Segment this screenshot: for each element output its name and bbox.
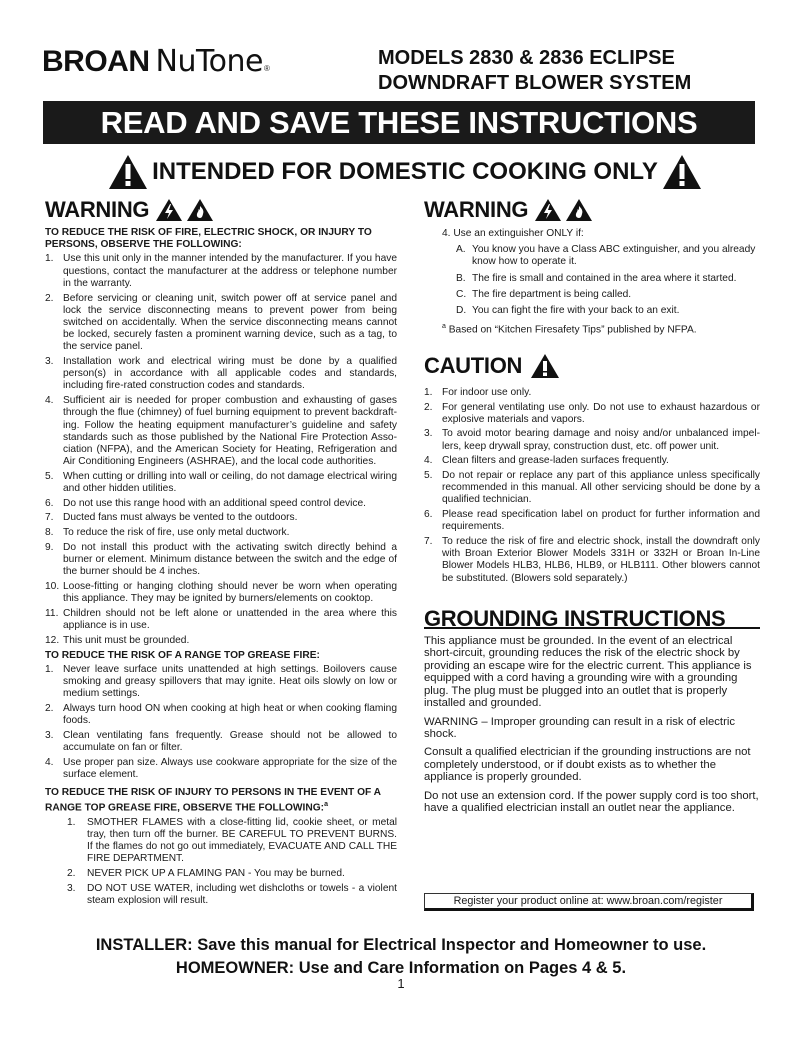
warning-item-number: 1.: [45, 253, 54, 265]
read-save-banner: READ AND SAVE THESE INSTRUCTIONS: [43, 101, 755, 144]
warning-item-number: 10.: [45, 580, 60, 592]
extinguisher-options: [442, 244, 760, 317]
warning-list: [45, 253, 397, 647]
installer-notice: INSTALLER: Save this manual for Electrical Inspector and Homeowner to use.: [95, 936, 707, 954]
warning-item-text: This unit must be grounded.: [63, 634, 190, 646]
caution-item: [424, 470, 760, 507]
warning-item: [45, 253, 397, 290]
grease-fire-item-number: 2.: [45, 702, 54, 714]
warning-item: [45, 608, 397, 632]
warning-heading-right: [424, 198, 760, 222]
grounding-section: [424, 605, 760, 814]
caution-item-text: To avoid motor bearing damage and noisy and/or unbalanced impel-lers, keep drywall spray, construction dust, etc. off power unit.: [442, 428, 760, 452]
domestic-use-text: INTENDED FOR DOMESTIC COOKING ONLY: [152, 158, 658, 185]
warning-item: [45, 542, 397, 579]
grease-fire-heading: TO REDUCE THE RISK OF A RANGE TOP GREASE FIRE:: [45, 649, 320, 661]
extinguisher-option-text: The fire is small and contained in the area where it started.: [472, 272, 737, 284]
injury-heading-text: TO REDUCE THE RISK OF INJURY TO PERSONS IN THE EVENT OF A RANGE TOP GREASE FIRE, OBSERVE THE FOLLOWING:: [45, 787, 381, 814]
caution-item-number: 1.: [424, 386, 433, 398]
injury-item: [59, 817, 397, 866]
caution-item-text: For indoor use only.: [442, 386, 532, 398]
injury-heading-footnote-mark: a: [324, 801, 328, 809]
electric-shock-icon: [155, 198, 183, 222]
grease-fire-item: [45, 730, 397, 754]
logo-nutone: NuTone: [155, 44, 264, 79]
extinguisher-option: [456, 289, 760, 301]
right-column: [424, 198, 760, 814]
grease-fire-item-number: 4.: [45, 756, 54, 768]
grease-fire-item-text: Use proper pan size. Always use cookware appropriate for the size of the surface element.: [63, 756, 397, 780]
logo-broan: BROAN: [42, 45, 150, 78]
caution-item-text: Do not repair or replace any part of this appliance unless specifically recommended in this manual. All other servicing should be done by a qualified technician.: [442, 470, 760, 506]
injury-heading: [45, 787, 397, 815]
extinguisher-option: [456, 273, 760, 285]
grease-fire-item: [45, 664, 397, 701]
grease-fire-item: [45, 757, 397, 781]
warning-item-number: 9.: [45, 541, 54, 553]
warning-item-number: 3.: [45, 356, 54, 368]
warning-item-text: To reduce the risk of fire, use only metal ductwork.: [63, 527, 290, 539]
injury-item-number: 2.: [67, 868, 76, 880]
fire-icon: [186, 198, 214, 222]
warning-heading-left: [45, 198, 397, 222]
caution-list: [424, 387, 760, 585]
warning-item-number: 8.: [45, 527, 54, 539]
warning-item: [45, 471, 397, 495]
warning-item: [45, 293, 397, 354]
caution-item-number: 2.: [424, 401, 433, 413]
extinguisher-option: [456, 305, 760, 317]
grounding-paragraph-3: Consult a qualified electrician if the grounding instructions are not completely understood, or if doubt exists as to whether the appliance is properly grounded.: [424, 746, 751, 784]
model-title: [378, 46, 778, 96]
caution-item-text: To reduce the risk of fire and electric shock, install the downdraft only with Broan Exterior Blower Models 331H or 332H or Broan In-Line Blower Models HLB3, HLB6, HLB9, or HLB111. Other blowers cannot be substituted. (Blowers sold separately.): [442, 536, 760, 584]
extinguisher-section: [424, 228, 760, 337]
caution-item-number: 6.: [424, 509, 433, 521]
caution-item: [424, 387, 760, 399]
caution-item-text: For general ventilating use only. Do not use to exhaust hazardous or explosive materials and vapors.: [442, 401, 760, 425]
nfpa-footnote-mark: a: [442, 323, 446, 331]
grease-fire-list: [45, 664, 397, 781]
nfpa-footnote: [442, 321, 760, 337]
model-title-line1: MODELS 2830 & 2836 ECLIPSE: [378, 47, 675, 69]
warning-item-number: 5.: [45, 470, 54, 482]
warning-item-text: Sufficient air is needed for proper combustion and exhausting of gases through the flue (chimney) of fuel burning equipment to prevent backdraft-ing. Follow the heating equipment manufacturer’s guideline and safety standards such as those published by the National Fire Protection Asso-ciation (NFPA), and the American Society for Heating, Refrigeration and Air Conditioning Engineers (ASHRAE), and the local code authorities.: [63, 395, 397, 468]
grease-fire-item-text: Never leave surface units unattended at high settings. Boilovers cause smoking and greasy spillovers that may ignite. Heat oils slowly on low or medium settings.: [63, 663, 397, 700]
caution-item: [424, 402, 760, 426]
grease-fire-item-number: 3.: [45, 729, 54, 741]
nfpa-footnote-text: Based on “Kitchen Firesafety Tips” published by NFPA.: [448, 324, 697, 336]
warning-item-number: 6.: [45, 497, 54, 509]
warning-item: [45, 395, 397, 468]
grounding-paragraph-4: Do not use an extension cord. If the power supply cord is too short, have a qualified electrician install an outlet near the appliance.: [424, 789, 759, 814]
injury-list: [45, 817, 397, 907]
warning-item-number: 12.: [45, 634, 60, 646]
injury-item: [59, 868, 397, 880]
injury-item-text: SMOTHER FLAMES with a close-fitting lid, cookie sheet, or metal tray, then turn off the burner. BE CAREFUL TO PREVENT BURNS. If the flames do not go out immediately, EVACUATE AND CALL THE FIRE DEPARTMENT.: [87, 816, 397, 865]
warning-triangle-icon: [662, 154, 702, 190]
logo-registered-mark: ®: [264, 64, 270, 73]
left-column: [45, 198, 397, 910]
footer-notice: [40, 934, 762, 980]
extinguisher-option-letter: B.: [456, 272, 466, 284]
injury-item: [59, 883, 397, 907]
caution-item-text: Clean filters and grease-laden surfaces frequently.: [442, 455, 669, 467]
extinguisher-option-text: You can fight the fire with your back to an exit.: [472, 305, 680, 317]
extinguisher-option-letter: C.: [456, 288, 467, 300]
extinguisher-intro: 4. Use an extinguisher ONLY if:: [442, 228, 584, 239]
caution-title: CAUTION: [424, 352, 523, 378]
domestic-use-notice: [105, 152, 705, 192]
warning-item-text: Installation work and electrical wiring must be done by a qualified person(s) in accordance with all applicable codes and standards, including fire-rated construction codes and standards.: [63, 356, 397, 392]
warning-item-number: 7.: [45, 512, 54, 524]
electric-shock-icon: [534, 198, 562, 222]
warning-item-text: Do not install this product with the activating switch directly behind a burner or element. Minimum distance between the switch and the edge of the burner should be 4 inches.: [63, 541, 397, 578]
warning-item-text: Use this unit only in the manner intended by the manufacturer. If you have questions, contact the manufacturer at the address or telephone number in the warranty.: [63, 253, 397, 289]
caution-item-number: 4.: [424, 455, 433, 467]
fire-icon: [565, 198, 593, 222]
register-product-box: Register your product online at: www.broan.com/register: [424, 893, 754, 911]
extinguisher-option: [456, 244, 760, 268]
warning-item-text: Ducted fans must always be vented to the outdoors.: [63, 512, 298, 524]
injury-item-text: DO NOT USE WATER, including wet dishcloths or towels - a violent steam explosion will result.: [87, 882, 397, 907]
injury-item-text: NEVER PICK UP A FLAMING PAN - You may be burned.: [87, 868, 345, 880]
warning-triangle-icon: [108, 154, 148, 190]
warning-triangle-icon: [530, 353, 560, 379]
extinguisher-option-text: The fire department is being called.: [472, 288, 632, 300]
model-title-line2: DOWNDRAFT BLOWER SYSTEM: [378, 72, 692, 94]
extinguisher-option-letter: A.: [456, 244, 466, 256]
warning-item-number: 4.: [45, 395, 54, 407]
page-number: 1: [397, 976, 405, 991]
warning-item: [45, 635, 397, 647]
warning-intro: TO REDUCE THE RISK OF FIRE, ELECTRIC SHOCK, OR INJURY TO PERSONS, OBSERVE THE FOLLOWING:: [45, 227, 372, 251]
injury-item-number: 3.: [67, 882, 76, 894]
warning-item-text: When cutting or drilling into wall or ceiling, do not damage electrical wiring and other hidden utilities.: [63, 470, 397, 495]
caution-item: [424, 428, 760, 452]
grounding-paragraph-1: This appliance must be grounded. In the event of an electrical short-circuit, grounding reduces the risk of the electric shock by providing an escape wire for the electric current. This appliance is equipped with a cord having a grounding wire with a grounding plug. The plug must be plugged into an outlet that is properly installed and grounded.: [424, 635, 752, 710]
grease-fire-item-text: Clean ventilating fans frequently. Grease should not be allowed to accumulate on fan or filter.: [63, 729, 397, 753]
warning-item-number: 11.: [45, 607, 59, 619]
extinguisher-option-letter: D.: [456, 305, 467, 317]
caution-item: [424, 536, 760, 585]
warning-item: [45, 356, 397, 393]
grease-fire-item-text: Always turn hood ON when cooking at high heat or when cooking flaming foods.: [63, 702, 397, 727]
warning-item-text: Children should not be left alone or unattended in the area where this appliance is in use.: [63, 607, 397, 632]
caution-item-number: 5.: [424, 470, 433, 482]
extinguisher-option-text: You know you have a Class ABC extinguisher, and you already know how to operate it.: [472, 244, 756, 268]
warning-title-left: WARNING: [45, 196, 150, 222]
grounding-paragraph-2: WARNING – Improper grounding can result in a risk of electric shock.: [424, 715, 735, 740]
warning-item: [45, 512, 397, 524]
grease-fire-item-number: 1.: [45, 663, 54, 675]
warning-item-number: 2.: [45, 292, 54, 304]
caution-item-text: Please read specification label on product for further information and requirements.: [442, 509, 760, 533]
caution-item: [424, 509, 760, 533]
caution-item: [424, 455, 760, 467]
injury-item-number: 1.: [67, 816, 76, 828]
caution-item-number: 7.: [424, 536, 433, 548]
warning-item: [45, 498, 397, 510]
grease-fire-item: [45, 703, 397, 727]
warning-item: [45, 527, 397, 539]
warning-item: [45, 581, 397, 605]
warning-item-text: Before servicing or cleaning unit, switch power off at service panel and lock the service disconnecting means to prevent power from being switched on accidentally. When the service disconnecting means cannot be locked, securely fasten a prominent warning device, such as a tag, to the service panel.: [63, 292, 397, 353]
warning-item-text: Loose-fitting or hanging clothing should never be worn when operating this appliance. They may be ignited by burners/elements on cooktop.: [63, 580, 397, 605]
caution-heading: [424, 353, 760, 379]
grounding-title: GROUNDING INSTRUCTIONS: [424, 613, 760, 629]
brand-logo: [42, 44, 270, 78]
homeowner-notice: HOMEOWNER: Use and Care Information on Pages 4 & 5.: [175, 959, 627, 977]
warning-item-text: Do not use this range hood with an additional speed control device.: [63, 497, 366, 509]
caution-item-number: 3.: [424, 428, 433, 440]
warning-title-right: WARNING: [424, 196, 529, 222]
